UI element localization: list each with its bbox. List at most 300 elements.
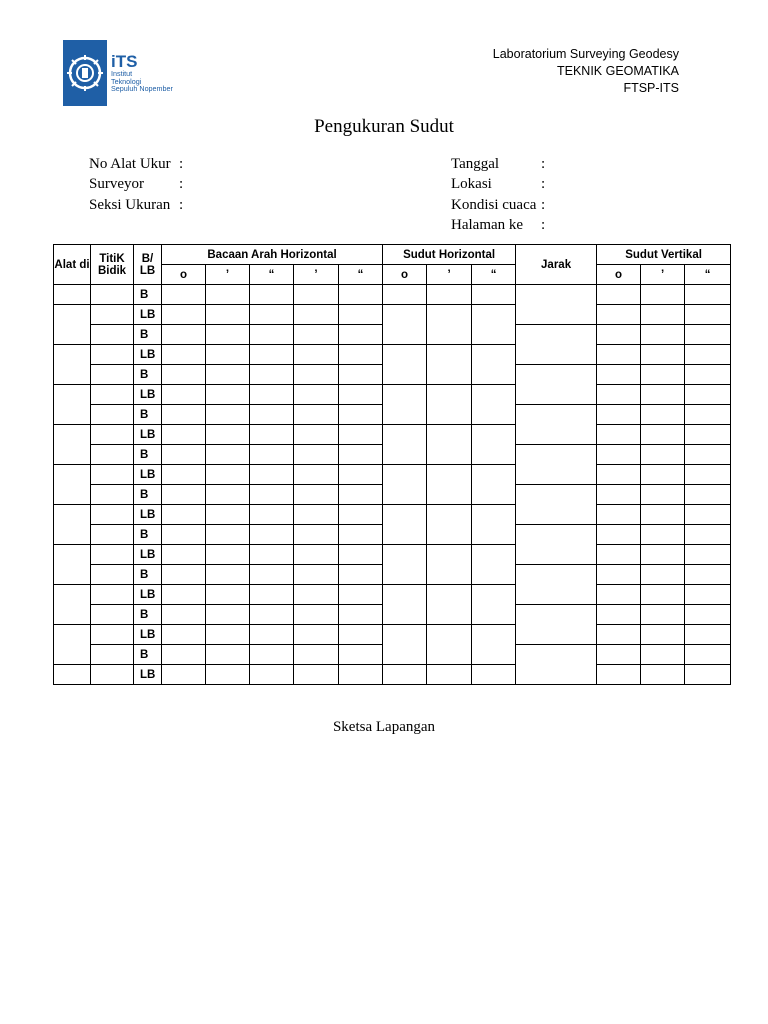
form-colon: : [179,156,184,172]
cell-sudut-vertikal[interactable] [685,445,731,465]
cell-bacaan-arah[interactable] [339,345,383,365]
sketch-heading: Sketsa Lapangan [332,719,436,735]
cell-sudut-vertikal[interactable] [641,645,685,665]
cell-sudut-vertikal[interactable] [597,325,641,345]
cell-sudut-horizontal[interactable] [472,665,516,685]
cell-sudut-horizontal[interactable] [472,625,516,665]
cell-bacaan-arah[interactable] [294,385,339,405]
cell-sudut-vertikal[interactable] [597,365,641,385]
form-colon: : [541,216,546,233]
cell-titik-bidik[interactable] [91,565,134,585]
cell-bacaan-arah[interactable] [294,285,339,305]
institution-line-1: Laboratorium Surveying Geodesy [492,47,679,61]
cell-b-lb: LB [134,385,162,405]
cell-jarak[interactable] [516,325,597,365]
cell-bacaan-arah[interactable] [339,385,383,405]
cell-bacaan-arah[interactable] [162,625,206,645]
cell-sudut-vertikal[interactable] [641,385,685,405]
cell-b-lb: LB [134,625,162,645]
cell-titik-bidik[interactable] [91,405,134,425]
cell-sudut-vertikal[interactable] [597,305,641,325]
cell-bacaan-arah[interactable] [294,365,339,385]
table-row [54,285,731,305]
cell-sudut-horizontal[interactable] [472,345,516,385]
cell-bacaan-arah[interactable] [250,625,294,645]
cell-bacaan-arah[interactable] [339,325,383,345]
cell-sudut-vertikal[interactable] [641,325,685,345]
cell-bacaan-arah[interactable] [339,305,383,325]
cell-sudut-horizontal[interactable] [383,305,427,345]
cell-b-lb: B [134,365,162,385]
cell-bacaan-arah[interactable] [294,485,339,505]
cell-bacaan-arah[interactable] [162,585,206,605]
cell-sudut-vertikal[interactable] [685,425,731,445]
cell-bacaan-arah[interactable] [339,285,383,305]
cell-sudut-horizontal[interactable] [427,425,472,465]
cell-bacaan-arah[interactable] [294,625,339,645]
cell-sudut-vertikal[interactable] [685,625,731,645]
cell-sudut-vertikal[interactable] [597,285,641,305]
cell-sudut-horizontal[interactable] [427,285,472,305]
cell-bacaan-arah[interactable] [294,605,339,625]
cell-sudut-horizontal[interactable] [383,425,427,465]
cell-jarak[interactable] [516,605,597,645]
cell-bacaan-arah[interactable] [206,425,250,445]
cell-sudut-vertikal[interactable] [685,285,731,305]
header-titik-bidik: TitiK Bidik [91,245,134,285]
cell-sudut-horizontal[interactable] [383,385,427,425]
cell-sudut-vertikal[interactable] [641,525,685,545]
cell-bacaan-arah[interactable] [339,665,383,685]
cell-bacaan-arah[interactable] [162,605,206,625]
cell-bacaan-arah[interactable] [294,465,339,485]
cell-sudut-vertikal[interactable] [597,545,641,565]
table-row [54,345,731,365]
table-body [54,285,731,685]
cell-b-lb: LB [134,505,162,525]
cell-bacaan-arah[interactable] [162,385,206,405]
cell-sudut-horizontal[interactable] [427,625,472,665]
form-field-surveyor [89,174,183,194]
cell-bacaan-arah[interactable] [206,285,250,305]
institution-line-2: TEKNIK GEOMATIKA [556,64,679,78]
cell-bacaan-arah[interactable] [206,625,250,645]
cell-sudut-vertikal[interactable] [597,645,641,665]
cell-sudut-vertikal[interactable] [597,405,641,425]
cell-bacaan-arah[interactable] [294,525,339,545]
subheader-second: “ [339,265,383,285]
its-logo-name: iTS [111,52,138,72]
cell-sudut-horizontal[interactable] [427,505,472,545]
cell-b-lb: B [134,605,162,625]
cell-titik-bidik[interactable] [91,585,134,605]
cell-bacaan-arah[interactable] [294,545,339,565]
form-field-lokasi [451,174,545,194]
angle-measurement-table [53,244,731,685]
table-row [54,625,731,645]
cell-sudut-vertikal[interactable] [685,645,731,665]
cell-alat-di[interactable] [54,505,91,545]
its-logo [63,40,180,106]
form-field-tanggal [451,154,545,174]
cell-alat-di[interactable] [54,545,91,585]
cell-b-lb: LB [134,305,162,325]
cell-b-lb: LB [134,345,162,365]
cell-bacaan-arah[interactable] [250,585,294,605]
cell-sudut-vertikal[interactable] [641,485,685,505]
cell-bacaan-arah[interactable] [250,465,294,485]
cell-b-lb: B [134,325,162,345]
cell-bacaan-arah[interactable] [162,285,206,305]
cell-titik-bidik[interactable] [91,665,134,685]
cell-bacaan-arah[interactable] [206,305,250,325]
cell-bacaan-arah[interactable] [250,445,294,465]
cell-bacaan-arah[interactable] [294,665,339,685]
cell-alat-di[interactable] [54,625,91,665]
cell-bacaan-arah[interactable] [162,565,206,585]
cell-jarak[interactable] [516,445,597,485]
cell-bacaan-arah[interactable] [162,365,206,385]
cell-titik-bidik[interactable] [91,445,134,465]
cell-bacaan-arah[interactable] [339,405,383,425]
cell-bacaan-arah[interactable] [339,585,383,605]
cell-sudut-vertikal[interactable] [641,405,685,425]
cell-bacaan-arah[interactable] [206,665,250,685]
cell-bacaan-arah[interactable] [162,465,206,485]
cell-sudut-vertikal[interactable] [641,425,685,445]
cell-sudut-horizontal[interactable] [383,345,427,385]
cell-bacaan-arah[interactable] [250,605,294,625]
cell-bacaan-arah[interactable] [250,365,294,385]
subheader-degree: o [597,265,641,285]
cell-sudut-horizontal[interactable] [427,305,472,345]
form-label: Kondisi cuaca [451,196,537,213]
cell-alat-di[interactable] [54,305,91,345]
cell-sudut-horizontal[interactable] [427,385,472,425]
header-jarak: Jarak [516,245,597,285]
subheader-second: “ [685,265,731,285]
cell-bacaan-arah[interactable] [294,565,339,585]
cell-sudut-vertikal[interactable] [641,445,685,465]
cell-titik-bidik[interactable] [91,285,134,305]
cell-bacaan-arah[interactable] [206,385,250,405]
cell-bacaan-arah[interactable] [162,525,206,545]
cell-bacaan-arah[interactable] [206,525,250,545]
cell-sudut-horizontal[interactable] [383,625,427,665]
cell-sudut-horizontal[interactable] [427,585,472,625]
table-row [54,585,731,605]
cell-sudut-vertikal[interactable] [597,485,641,505]
cell-bacaan-arah[interactable] [206,565,250,585]
cell-sudut-vertikal[interactable] [685,365,731,385]
cell-sudut-vertikal[interactable] [597,425,641,445]
cell-sudut-horizontal[interactable] [472,425,516,465]
cell-jarak[interactable] [516,525,597,565]
cell-bacaan-arah[interactable] [250,545,294,565]
cell-bacaan-arah[interactable] [339,625,383,645]
form-left [89,154,183,215]
cell-bacaan-arah[interactable] [206,645,250,665]
cell-bacaan-arah[interactable] [250,345,294,365]
cell-sudut-horizontal[interactable] [427,345,472,385]
cell-alat-di[interactable] [54,285,91,305]
cell-bacaan-arah[interactable] [162,405,206,425]
cell-titik-bidik[interactable] [91,605,134,625]
subheader-degree: o [162,265,206,285]
cell-jarak[interactable] [516,645,597,685]
cell-bacaan-arah[interactable] [250,485,294,505]
cell-titik-bidik[interactable] [91,465,134,485]
cell-titik-bidik[interactable] [91,525,134,545]
cell-sudut-vertikal[interactable] [597,525,641,545]
cell-bacaan-arah[interactable] [294,585,339,605]
cell-jarak[interactable] [516,565,597,605]
cell-sudut-vertikal[interactable] [641,505,685,525]
cell-sudut-vertikal[interactable] [685,325,731,345]
cell-bacaan-arah[interactable] [162,345,206,365]
cell-jarak[interactable] [516,285,597,325]
cell-sudut-horizontal[interactable] [383,285,427,305]
cell-sudut-horizontal[interactable] [472,285,516,305]
cell-bacaan-arah[interactable] [162,485,206,505]
cell-bacaan-arah[interactable] [162,545,206,565]
header-sudut-vertikal: Sudut Vertikal [597,245,731,265]
cell-bacaan-arah[interactable] [206,445,250,465]
cell-bacaan-arah[interactable] [206,365,250,385]
form-colon: : [179,196,184,213]
cell-bacaan-arah[interactable] [339,485,383,505]
cell-sudut-vertikal[interactable] [685,505,731,525]
cell-sudut-horizontal[interactable] [383,665,427,685]
cell-alat-di[interactable] [54,665,91,685]
cell-titik-bidik[interactable] [91,345,134,365]
form-field-no-alat-ukur [89,154,183,174]
cell-sudut-horizontal[interactable] [427,465,472,505]
cell-bacaan-arah[interactable] [250,325,294,345]
table-row [54,385,731,405]
its-logo-text [111,53,173,92]
cell-sudut-vertikal[interactable] [685,525,731,545]
table-row [54,505,731,525]
cell-bacaan-arah[interactable] [162,305,206,325]
cell-bacaan-arah[interactable] [250,305,294,325]
cell-bacaan-arah[interactable] [339,425,383,445]
cell-titik-bidik[interactable] [91,505,134,525]
cell-bacaan-arah[interactable] [206,485,250,505]
cell-bacaan-arah[interactable] [250,505,294,525]
cell-sudut-vertikal[interactable] [641,665,685,685]
cell-sudut-horizontal[interactable] [383,465,427,505]
cell-titik-bidik[interactable] [91,325,134,345]
cell-alat-di[interactable] [54,345,91,385]
cell-bacaan-arah[interactable] [206,505,250,525]
cell-sudut-vertikal[interactable] [641,345,685,365]
its-logo-subtitle-1: Institut [111,69,133,79]
cell-jarak[interactable] [516,365,597,405]
cell-sudut-vertikal[interactable] [597,625,641,645]
page-title: Pengukuran Sudut [314,116,454,137]
cell-alat-di[interactable] [54,465,91,505]
cell-alat-di[interactable] [54,385,91,425]
cell-alat-di[interactable] [54,425,91,465]
cell-sudut-horizontal[interactable] [427,545,472,585]
cell-bacaan-arah[interactable] [294,505,339,525]
cell-titik-bidik[interactable] [91,545,134,565]
cell-bacaan-arah[interactable] [206,605,250,625]
form-field-halaman-ke [451,215,545,235]
cell-sudut-vertikal[interactable] [685,605,731,625]
form-label: Halaman ke [451,216,524,233]
cell-sudut-horizontal[interactable] [383,545,427,585]
cell-sudut-vertikal[interactable] [597,445,641,465]
cell-alat-di[interactable] [54,585,91,625]
cell-b-lb: LB [134,545,162,565]
cell-sudut-vertikal[interactable] [685,585,731,605]
cell-bacaan-arah[interactable] [294,405,339,425]
cell-sudut-horizontal[interactable] [472,305,516,345]
table-row [54,665,731,685]
cell-sudut-horizontal[interactable] [472,385,516,425]
form-right [451,154,545,235]
cell-bacaan-arah[interactable] [339,645,383,665]
form-colon: : [541,196,546,213]
its-emblem-icon [63,40,107,106]
cell-bacaan-arah[interactable] [339,465,383,485]
cell-sudut-vertikal[interactable] [597,385,641,405]
cell-sudut-horizontal[interactable] [383,585,427,625]
cell-bacaan-arah[interactable] [206,465,250,485]
cell-sudut-vertikal[interactable] [597,465,641,485]
cell-bacaan-arah[interactable] [206,345,250,365]
header-sudut-horizontal: Sudut Horizontal [383,245,516,265]
form-label: Lokasi [451,176,492,193]
subheader-minute: ’ [206,265,250,285]
form-label: Seksi Ukuran [89,196,171,213]
cell-sudut-vertikal[interactable] [597,605,641,625]
its-logo-subtitle-2: Teknologi [111,76,142,86]
cell-bacaan-arah[interactable] [206,405,250,425]
cell-b-lb: B [134,285,162,305]
cell-bacaan-arah[interactable] [294,325,339,345]
cell-bacaan-arah[interactable] [294,345,339,365]
cell-bacaan-arah[interactable] [339,505,383,525]
cell-bacaan-arah[interactable] [250,405,294,425]
cell-bacaan-arah[interactable] [294,305,339,325]
cell-sudut-vertikal[interactable] [597,585,641,605]
cell-bacaan-arah[interactable] [250,645,294,665]
cell-sudut-vertikal[interactable] [641,365,685,385]
cell-titik-bidik[interactable] [91,385,134,405]
cell-titik-bidik[interactable] [91,365,134,385]
cell-bacaan-arah[interactable] [162,645,206,665]
cell-bacaan-arah[interactable] [250,665,294,685]
cell-titik-bidik[interactable] [91,645,134,665]
cell-titik-bidik[interactable] [91,485,134,505]
cell-bacaan-arah[interactable] [250,285,294,305]
cell-sudut-horizontal[interactable] [472,505,516,545]
form-label: No Alat Ukur [89,156,171,172]
cell-sudut-horizontal[interactable] [472,585,516,625]
cell-sudut-vertikal[interactable] [597,565,641,585]
cell-sudut-vertikal[interactable] [685,485,731,505]
cell-b-lb: B [134,405,162,425]
form-label: Tanggal [451,156,500,172]
form-colon: : [541,176,546,193]
cell-bacaan-arah[interactable] [339,365,383,385]
cell-b-lb: B [134,485,162,505]
cell-titik-bidik[interactable] [91,425,134,445]
institution-header [493,46,679,97]
cell-sudut-vertikal[interactable] [641,585,685,605]
cell-bacaan-arah[interactable] [162,425,206,445]
cell-sudut-vertikal[interactable] [641,285,685,305]
cell-sudut-vertikal[interactable] [685,545,731,565]
cell-sudut-vertikal[interactable] [685,405,731,425]
cell-bacaan-arah[interactable] [250,565,294,585]
cell-bacaan-arah[interactable] [339,605,383,625]
header-b-lb: B/ LB [134,245,162,285]
cell-bacaan-arah[interactable] [294,445,339,465]
cell-sudut-vertikal[interactable] [597,345,641,365]
cell-bacaan-arah[interactable] [206,585,250,605]
cell-bacaan-arah[interactable] [339,525,383,545]
cell-sudut-vertikal[interactable] [641,625,685,645]
cell-sudut-vertikal[interactable] [685,305,731,325]
cell-bacaan-arah[interactable] [339,445,383,465]
cell-sudut-vertikal[interactable] [641,605,685,625]
cell-sudut-horizontal[interactable] [472,465,516,505]
cell-sudut-vertikal[interactable] [685,565,731,585]
cell-sudut-vertikal[interactable] [685,465,731,485]
cell-bacaan-arah[interactable] [162,325,206,345]
cell-bacaan-arah[interactable] [250,525,294,545]
cell-sudut-vertikal[interactable] [685,385,731,405]
its-logo-subtitle-3: Sepuluh Nopember [111,84,173,94]
cell-sudut-vertikal[interactable] [685,665,731,685]
cell-sudut-horizontal[interactable] [383,505,427,545]
form-colon: : [541,156,546,172]
cell-titik-bidik[interactable] [91,305,134,325]
cell-bacaan-arah[interactable] [294,645,339,665]
cell-bacaan-arah[interactable] [339,565,383,585]
cell-sudut-horizontal[interactable] [472,545,516,585]
header-bacaan-arah-horizontal: Bacaan Arah Horizontal [162,245,383,265]
cell-bacaan-arah[interactable] [206,545,250,565]
cell-titik-bidik[interactable] [91,625,134,645]
cell-sudut-vertikal[interactable] [641,545,685,565]
cell-sudut-vertikal[interactable] [641,465,685,485]
cell-bacaan-arah[interactable] [162,665,206,685]
cell-sudut-vertikal[interactable] [641,305,685,325]
cell-sudut-horizontal[interactable] [427,665,472,685]
cell-sudut-vertikal[interactable] [597,505,641,525]
cell-bacaan-arah[interactable] [206,325,250,345]
cell-bacaan-arah[interactable] [250,385,294,405]
cell-jarak[interactable] [516,405,597,445]
cell-bacaan-arah[interactable] [162,505,206,525]
cell-sudut-vertikal[interactable] [597,665,641,685]
cell-bacaan-arah[interactable] [294,425,339,445]
cell-sudut-vertikal[interactable] [641,565,685,585]
cell-bacaan-arah[interactable] [250,425,294,445]
cell-b-lb: B [134,445,162,465]
form-field-kondisi-cuaca [451,195,545,215]
cell-bacaan-arah[interactable] [162,445,206,465]
cell-jarak[interactable] [516,485,597,525]
cell-sudut-vertikal[interactable] [685,345,731,365]
cell-b-lb: LB [134,465,162,485]
cell-bacaan-arah[interactable] [339,545,383,565]
